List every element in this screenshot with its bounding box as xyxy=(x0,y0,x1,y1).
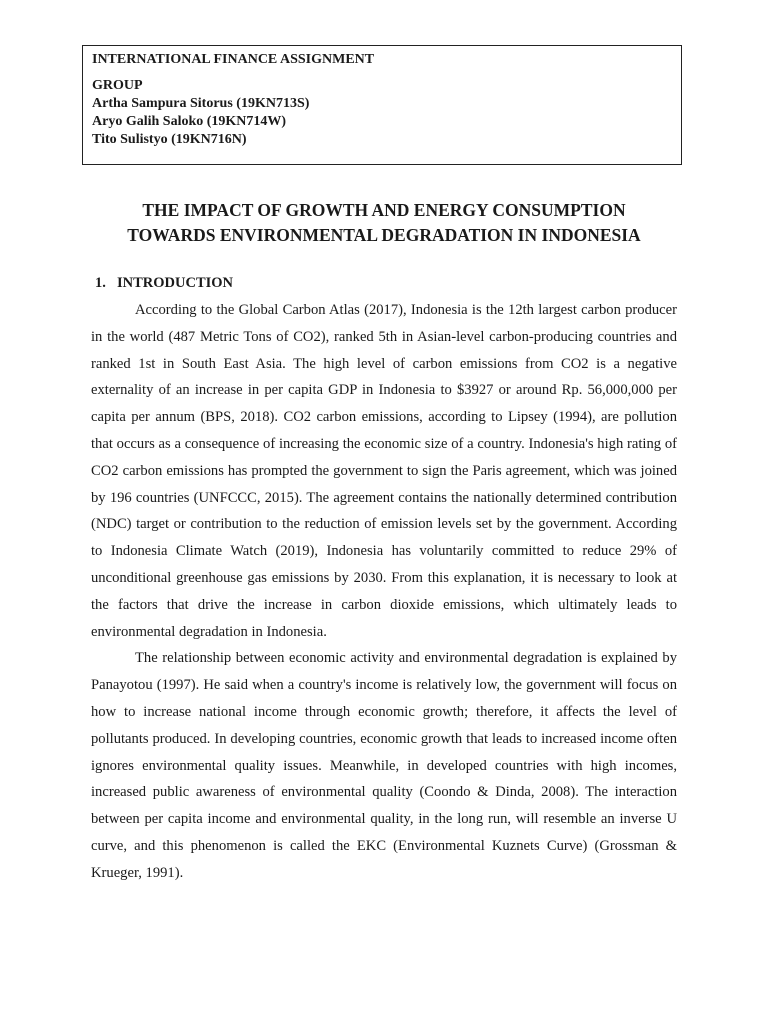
group-member: Tito Sulistyo (19KN716N) xyxy=(92,132,247,147)
paragraph: The relationship between economic activity and environmental degradation is explained by Panayotou (1997). He said when a country's income is relatively low, the government will focus on how to increase national income through economic growth; therefore, it affects the level of pollutants produced. In developing countries, economic growth that leads to increased income often ignores environmental quality issues. Meanwhile, in developed countries with high incomes, increased public awareness of environmental quality (Coondo & Dinda, 2008). The interaction between per capita income and environmental quality, in the long run, will resemble an inverse U curve, and this phenomenon is called the EKC (Environmental Kuznets Curve) (Grossman & Krueger, 1991). xyxy=(91,650,677,881)
document-title xyxy=(84,198,684,248)
course-title: INTERNATIONAL FINANCE ASSIGNMENT xyxy=(92,52,375,67)
group-member: Artha Sampura Sitorus (19KN713S) xyxy=(92,96,310,111)
section-heading-text: INTRODUCTION xyxy=(117,275,234,291)
assignment-header-box xyxy=(82,45,682,165)
group-label: GROUP xyxy=(92,78,143,93)
section-heading xyxy=(95,274,233,292)
document-title-line-1: THE IMPACT OF GROWTH AND ENERGY CONSUMPTION xyxy=(142,200,626,220)
section-body xyxy=(91,297,677,887)
group-member: Aryo Galih Saloko (19KN714W) xyxy=(92,114,287,129)
document-title-line-2: TOWARDS ENVIRONMENTAL DEGRADATION IN INDONESIA xyxy=(127,225,641,245)
paragraph: According to the Global Carbon Atlas (2017), Indonesia is the 12th largest carbon producer in the world (487 Metric Tons of CO2), ranked 5th in Asian-level carbon-producing countries and ranked 1st in South East Asia. The high level of carbon emissions from CO2 is a negative externality of an increase in per capita GDP in Indonesia to $3927 or around Rp. 56,000,000 per capita per annum (BPS, 2018). CO2 carbon emissions, according to Lipsey (1994), are pollution that occurs as a consequence of increasing the economic size of a country. Indonesia's high rating of CO2 carbon emissions has prompted the government to sign the Paris agreement, which was joined by 196 countries (UNFCCC, 2015). The agreement contains the nationally determined contribution (NDC) target or contribution to the reduction of emission levels set by the government. According to Indonesia Climate Watch (2019), Indonesia has voluntarily committed to reduce 29% of unconditional greenhouse gas emissions by 2030. From this explanation, it is necessary to look at the factors that drive the increase in carbon dioxide emissions, which ultimately leads to environmental degradation in Indonesia. xyxy=(91,302,677,640)
section-number: 1. xyxy=(95,275,106,291)
